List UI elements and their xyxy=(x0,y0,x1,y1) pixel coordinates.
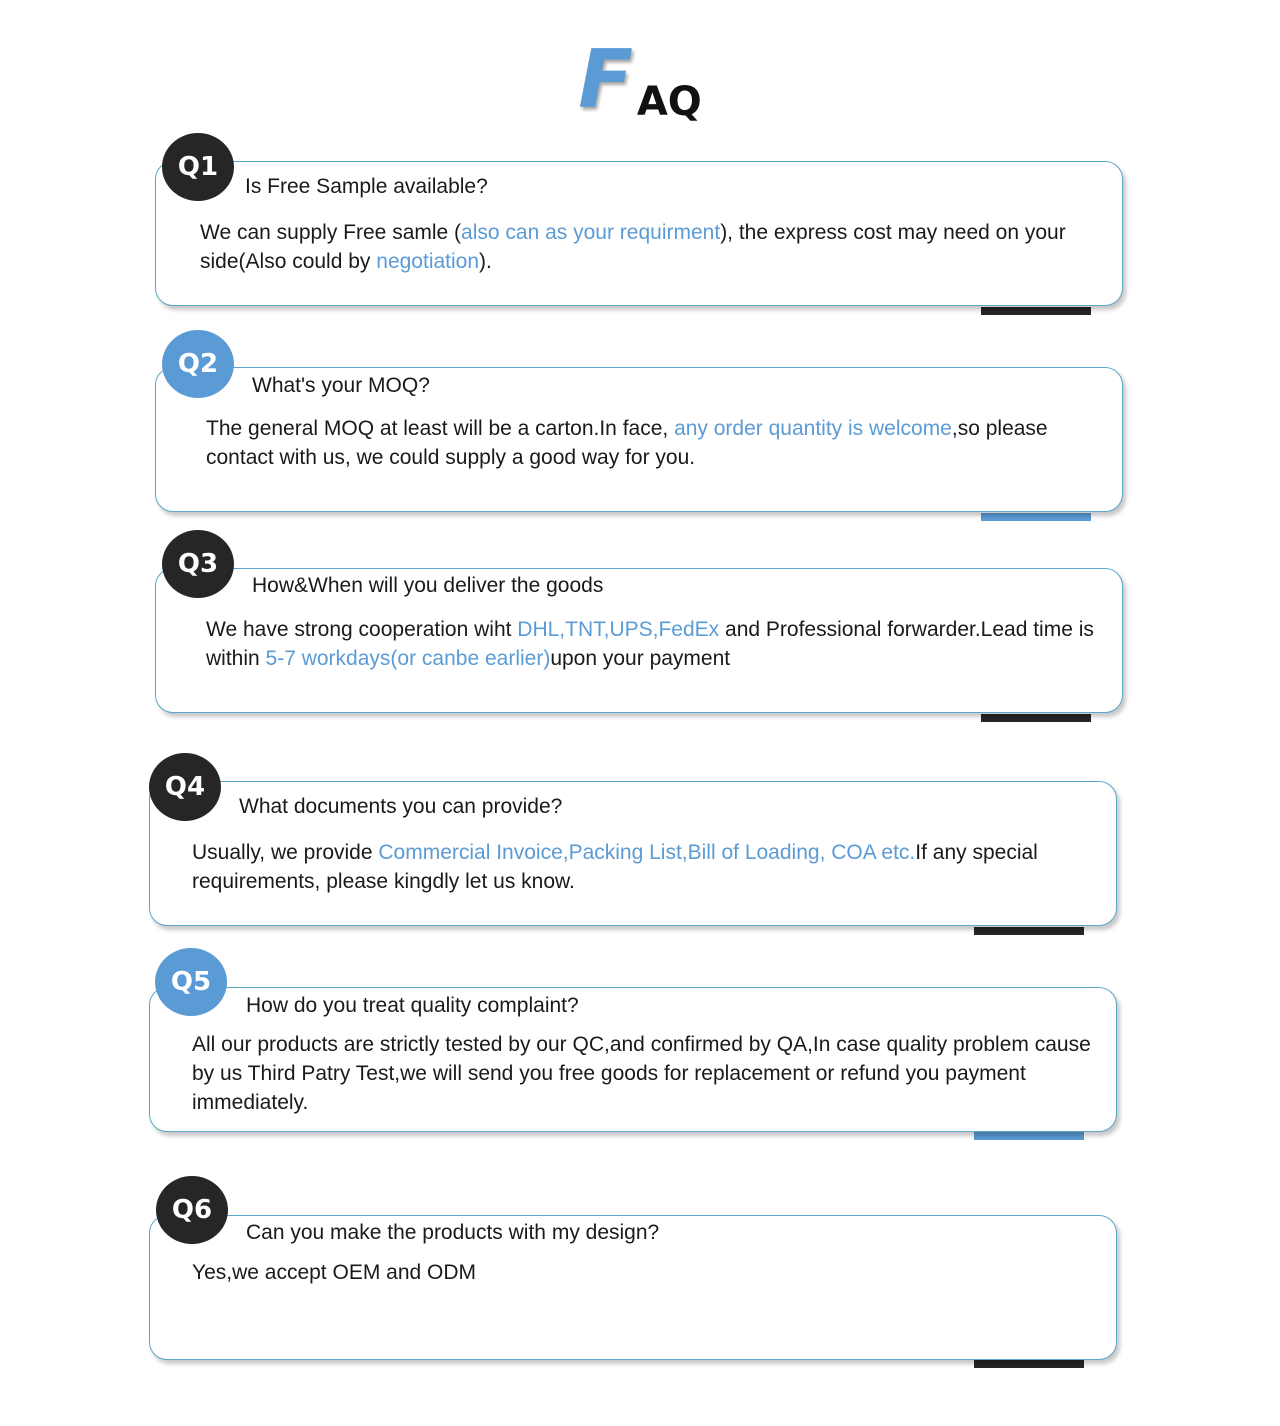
answer-highlight: Commercial Invoice,Packing List,Bill of Loading, COA etc. xyxy=(378,841,916,864)
answer-highlight: also can as your requirment xyxy=(461,221,721,244)
answer-highlight: 5-7 workdays(or canbe earlier) xyxy=(265,647,551,670)
question-text: Can you make the products with my design? xyxy=(246,1221,660,1244)
card-tab xyxy=(981,307,1091,315)
answer-text: The general MOQ at least will be a carton.In face, any order quantity is welcome,so please contact with us, we could supply a good way for you. xyxy=(206,417,1048,469)
card-tab xyxy=(974,927,1084,935)
question-badge: Q6 xyxy=(156,1176,228,1244)
question-text: What's your MOQ? xyxy=(252,374,430,397)
question-text: How&When will you deliver the goods xyxy=(252,574,604,597)
answer-text: Usually, we provide Commercial Invoice,Packing List,Bill of Loading, COA etc.If any special requirements, please kingdly let us know. xyxy=(192,841,1038,893)
question-badge: Q5 xyxy=(155,948,227,1016)
page-title xyxy=(0,33,1280,126)
title-first-letter: F xyxy=(578,33,633,126)
answer-text: All our products are strictly tested by our QC,and confirmed by QA,In case quality problem cause by us Third Patry Test,we will send you free goods for replacement or refund you payment immediately. xyxy=(192,1033,1091,1114)
question-text: What documents you can provide? xyxy=(239,795,563,818)
answer-highlight: DHL,TNT,UPS,FedEx xyxy=(517,618,720,641)
question-badge: Q4 xyxy=(149,753,221,821)
card-tab xyxy=(981,714,1091,722)
answer-highlight: any order quantity is welcome xyxy=(674,417,952,440)
answer-highlight: negotiation xyxy=(376,250,480,273)
question-badge: Q3 xyxy=(162,530,234,598)
answer-text: Yes,we accept OEM and ODM xyxy=(192,1261,477,1284)
question-badge: Q1 xyxy=(162,133,234,201)
question-text: Is Free Sample available? xyxy=(245,175,488,198)
card-tab xyxy=(974,1132,1084,1140)
card-tab xyxy=(981,513,1091,521)
question-text: How do you treat quality complaint? xyxy=(246,994,579,1017)
answer-text: We have strong cooperation wiht DHL,TNT,UPS,FedEx and Professional forwarder.Lead time is within 5-7 workdays(or canbe earlier)upon your payment xyxy=(206,618,1094,670)
question-badge: Q2 xyxy=(162,330,234,398)
title-rest: AQ xyxy=(636,79,702,125)
card-tab xyxy=(974,1360,1084,1368)
answer-text: We can supply Free samle (also can as your requirment), the express cost may need on your side(Also could by negotiation). xyxy=(200,221,1066,273)
